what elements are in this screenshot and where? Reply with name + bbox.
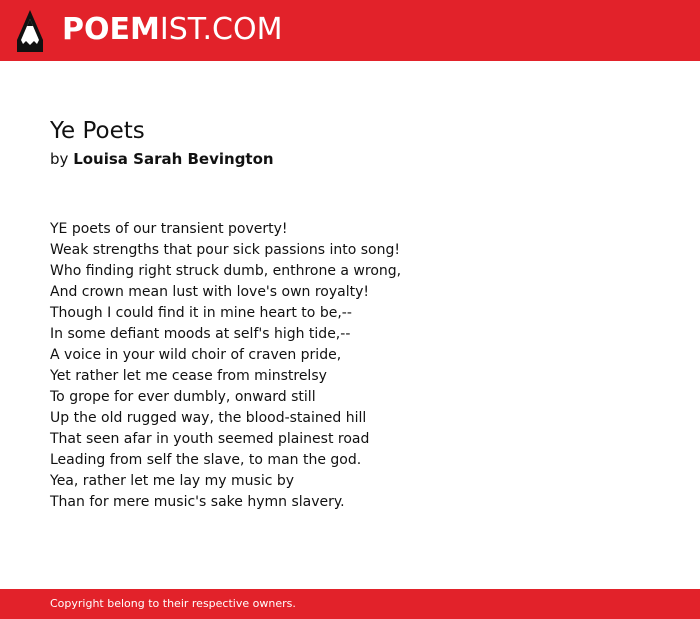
- poem-title: Ye Poets: [50, 118, 145, 144]
- poem-line: Yet rather let me cease from minstrelsy: [50, 368, 327, 384]
- poem-line: Up the old rugged way, the blood-stained hill: [50, 410, 367, 426]
- poem-line: To grope for ever dumbly, onward still: [50, 389, 316, 405]
- brand-name-light: IST.COM: [159, 12, 283, 47]
- poem-body: [50, 219, 650, 513]
- site-footer: [0, 589, 700, 619]
- poem-line: Weak strengths that pour sick passions into song!: [50, 242, 400, 258]
- poem-line: Who finding right struck dumb, enthrone a wrong,: [50, 263, 402, 279]
- copyright-notice: Copyright belong to their respective owners.: [50, 597, 296, 610]
- poem-line: A voice in your wild choir of craven pride,: [50, 347, 342, 363]
- pencil-tip-icon[interactable]: [17, 10, 43, 52]
- site-header: [0, 0, 700, 61]
- poem-line: In some defiant moods at self's high tide,--: [50, 326, 351, 342]
- by-label: by: [50, 150, 69, 168]
- poem-line: Than for mere music's sake hymn slavery.: [50, 494, 345, 510]
- byline: [50, 148, 274, 170]
- poem-line: Yea, rather let me lay my music by: [50, 473, 295, 489]
- brand-name-bold: POEM: [62, 12, 160, 47]
- poem-line: And crown mean lust with love's own royalty!: [50, 284, 370, 300]
- author-name: Louisa Sarah Bevington: [73, 150, 274, 168]
- poem-line: YE poets of our transient poverty!: [50, 221, 288, 237]
- poem-line: That seen afar in youth seemed plainest road: [50, 431, 370, 447]
- poem-line: Though I could find it in mine heart to be,--: [50, 305, 352, 321]
- site-logo-text[interactable]: [62, 12, 282, 48]
- poem-line: Leading from self the slave, to man the god.: [50, 452, 362, 468]
